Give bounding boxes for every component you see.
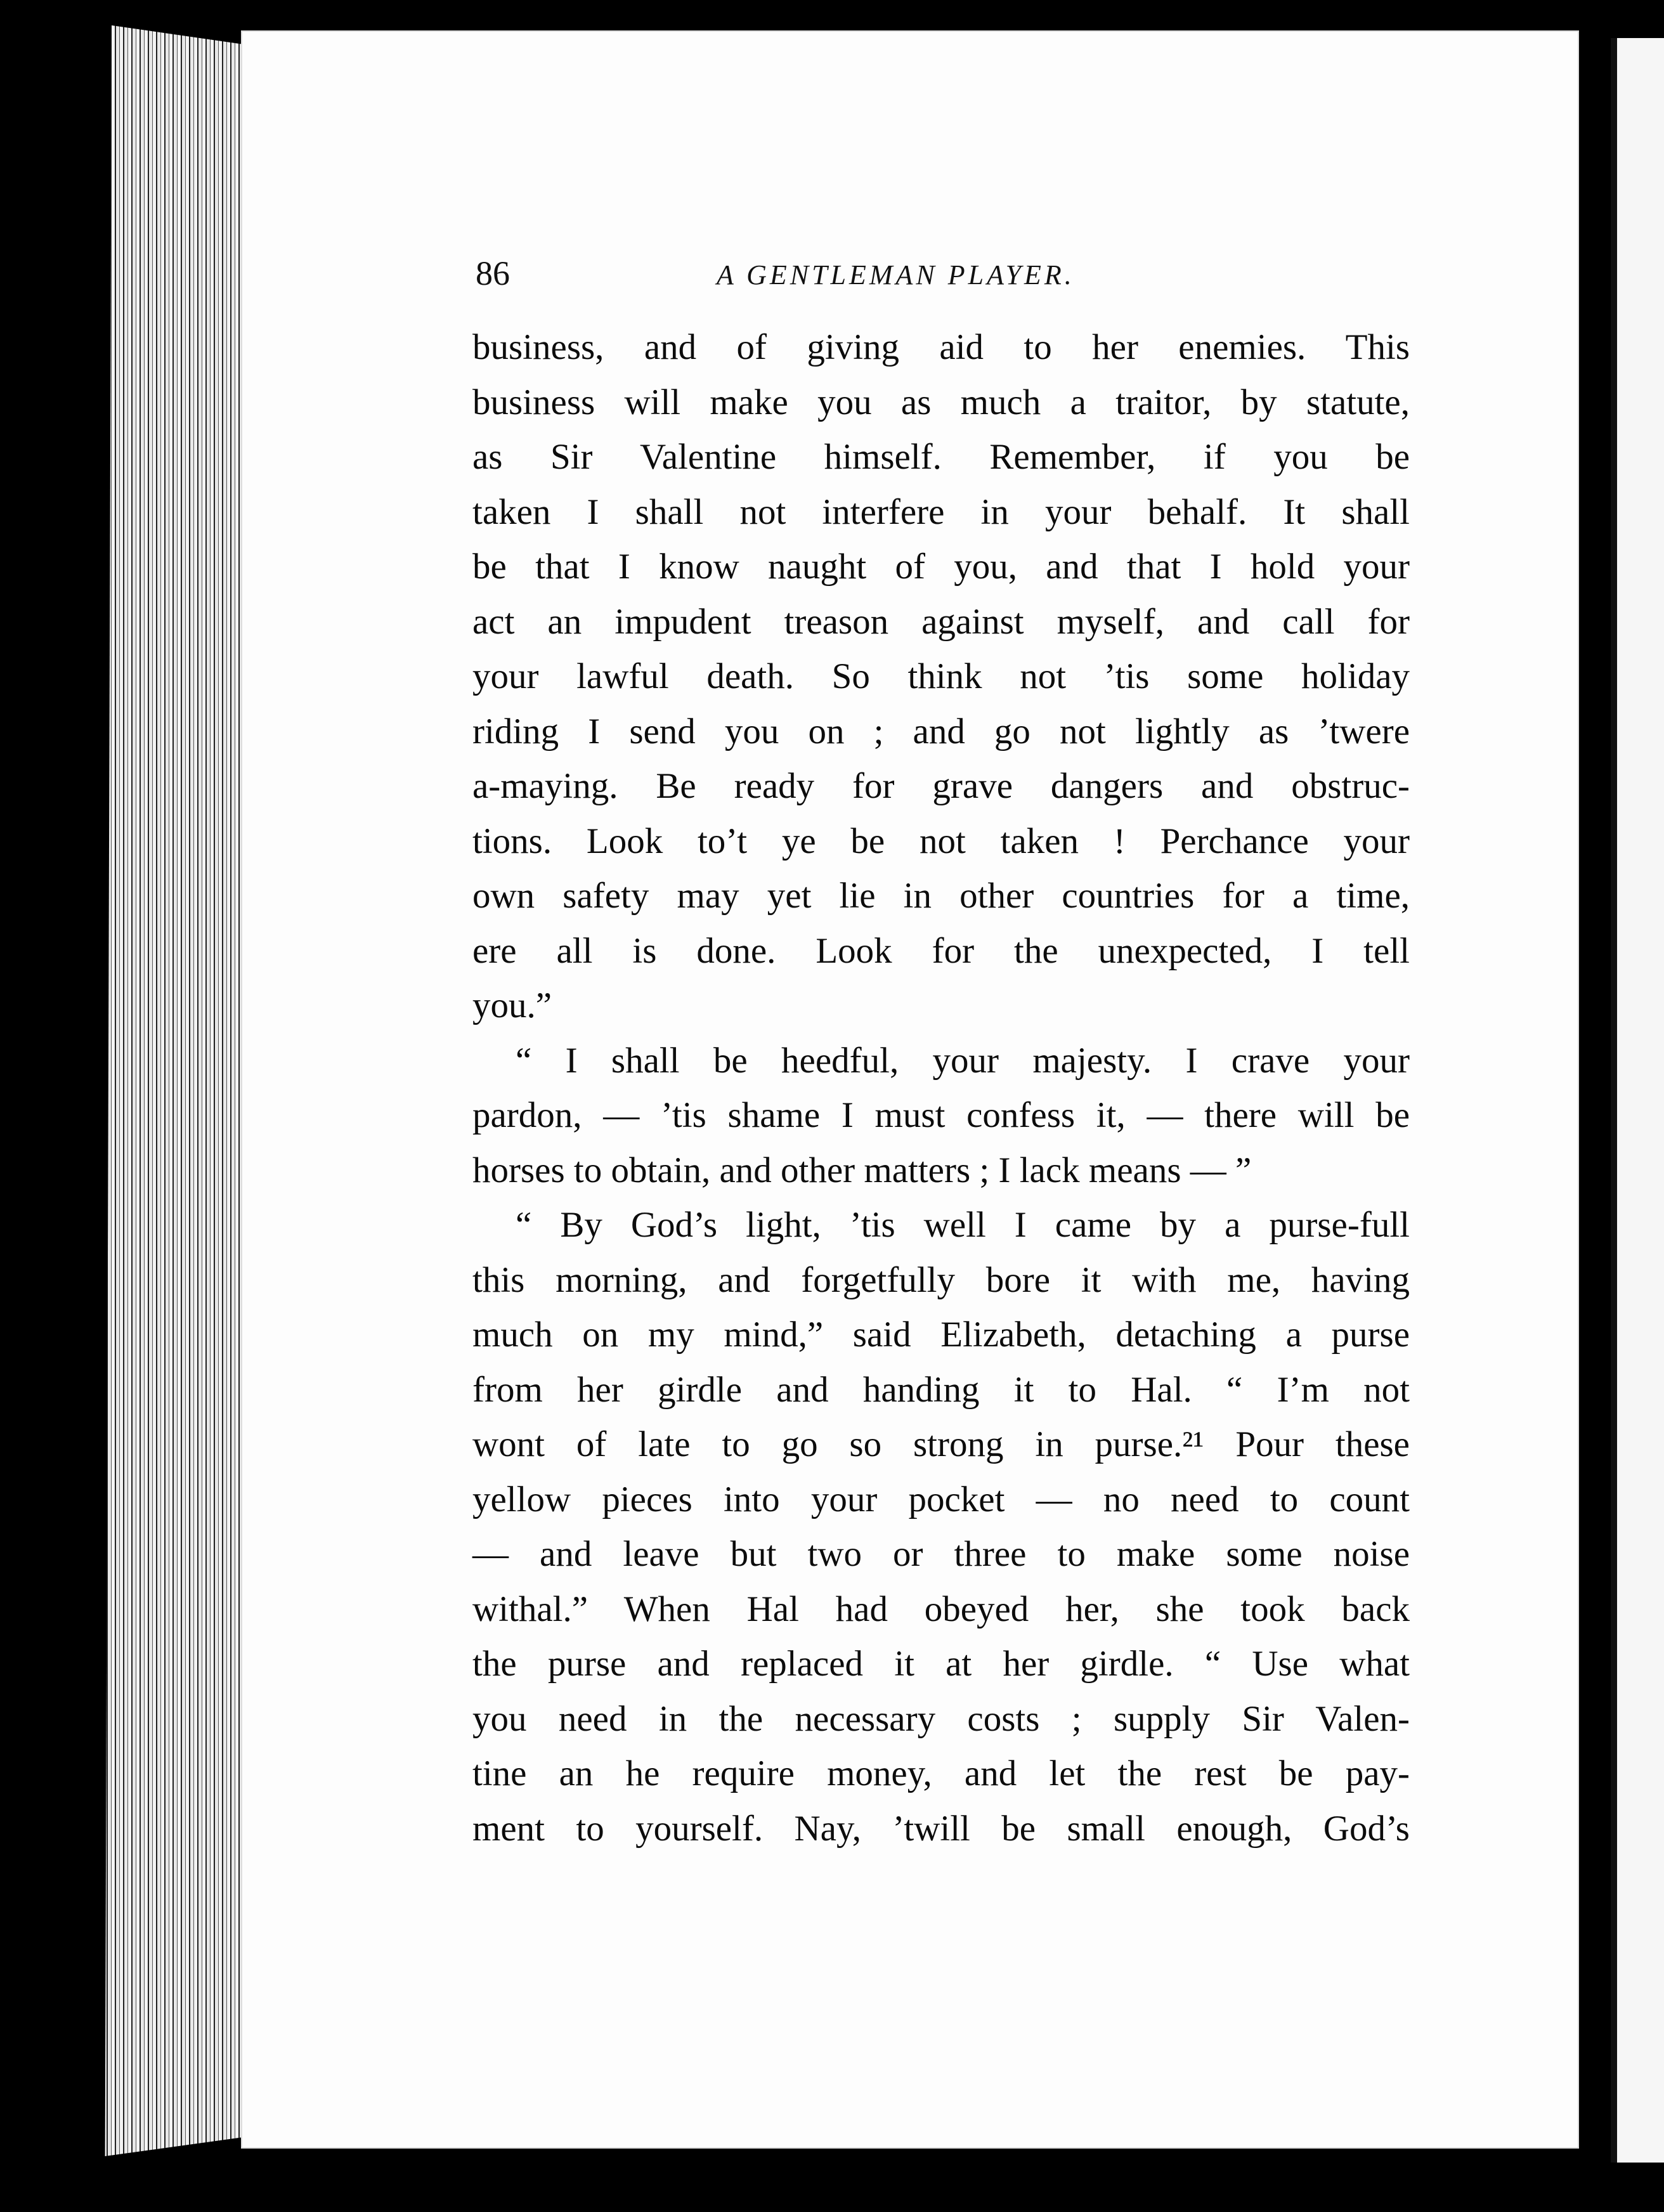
- text-line: wont of late to go so strong in purse.²¹ Pour these: [472, 1424, 1410, 1464]
- text-line: ere all is done. Look for the unexpected, I tell: [472, 930, 1410, 971]
- text-line: you need in the necessary costs ; supply Sir Valen-: [472, 1698, 1410, 1739]
- text-line: own safety may yet lie in other countries for a time,: [472, 876, 1410, 916]
- running-head: [476, 254, 1414, 304]
- text-line: “ By God’s light, ’tis well I came by a purse-full: [516, 1205, 1410, 1245]
- text-line: tions. Look to’t ye be not taken ! Perchance your: [472, 821, 1410, 861]
- text-line: horses to obtain, and other matters ; I lack means — ”: [472, 1150, 1252, 1190]
- text-line: riding I send you on ; and go not lightly as ’twere: [472, 711, 1410, 751]
- text-line: a-maying. Be ready for grave dangers and obstruc-: [472, 766, 1410, 806]
- text-line: this morning, and forgetfully bore it with me, having: [472, 1259, 1410, 1300]
- text-line: you.”: [472, 986, 552, 1025]
- text-line: taken I shall not interfere in your behalf. It shall: [472, 491, 1410, 532]
- text-line: from her girdle and handing it to Hal. “ I’m not: [472, 1369, 1410, 1410]
- text-line: act an impudent treason against myself, and call for: [472, 601, 1410, 642]
- text-line: business, and of giving aid to her enemies. This: [472, 327, 1410, 367]
- text-line: — and leave but two or three to make some noise: [472, 1534, 1410, 1574]
- text-line: pardon, — ’tis shame I must confess it, — there will be: [472, 1095, 1410, 1135]
- text-line: tine an he require money, and let the rest be pay-: [472, 1753, 1410, 1793]
- text-line: the purse and replaced it at her girdle. “ Use what: [472, 1644, 1410, 1684]
- text-line: as Sir Valentine himself. Remember, if you be: [472, 437, 1410, 477]
- text-line: be that I know naught of you, and that I hold your: [472, 547, 1410, 587]
- running-title: A GENTLEMAN PLAYER.: [717, 259, 1075, 290]
- text-line: yellow pieces into your pocket — no need to count: [472, 1479, 1410, 1519]
- text-line: business will make you as much a traitor, by statute,: [472, 382, 1410, 422]
- facing-page-edge: [1611, 38, 1664, 2163]
- text-line: ment to yourself. Nay, ’twill be small enough, God’s: [472, 1808, 1410, 1849]
- text-line: much on my mind,” said Elizabeth, detaching a purse: [472, 1315, 1410, 1355]
- page-edges: [95, 25, 260, 2156]
- page-number: 86: [476, 254, 510, 292]
- text-line: your lawful death. So think not ’tis some holiday: [472, 656, 1410, 696]
- body-text: [472, 320, 1410, 1856]
- text-line: withal.” When Hal had obeyed her, she took back: [472, 1589, 1410, 1629]
- text-line: “ I shall be heedful, your majesty. I crave your: [516, 1040, 1410, 1081]
